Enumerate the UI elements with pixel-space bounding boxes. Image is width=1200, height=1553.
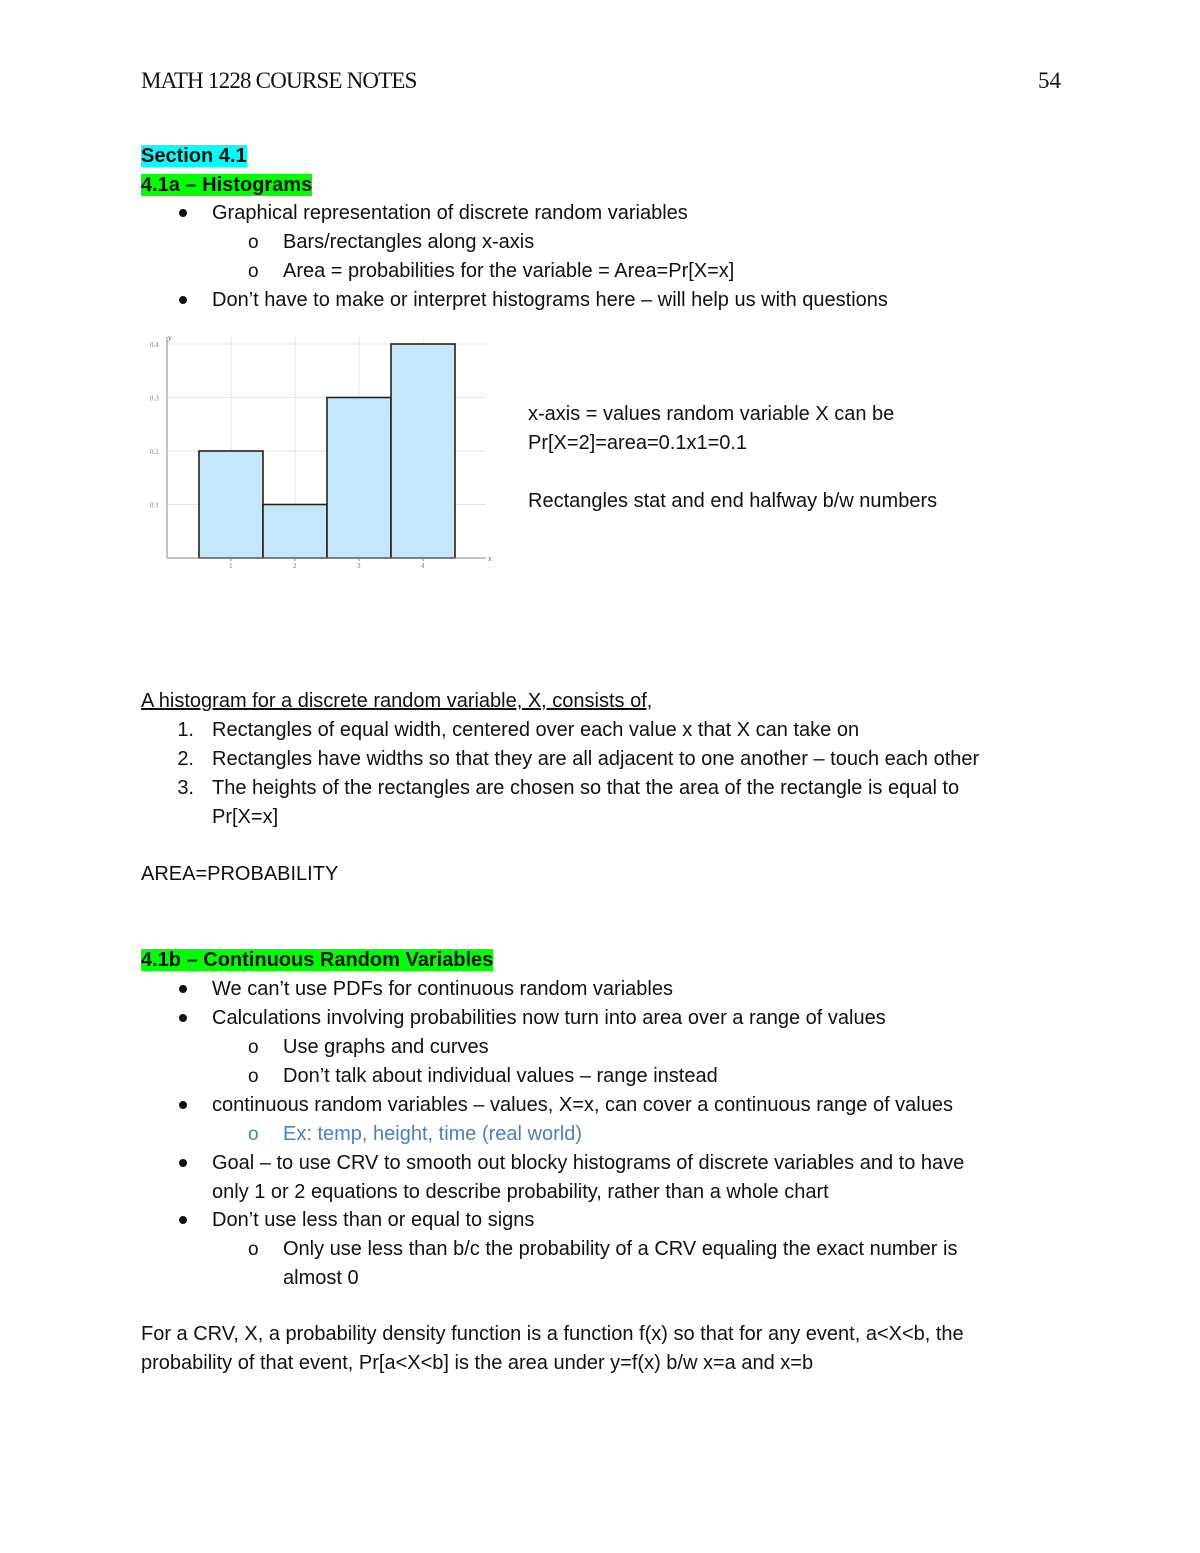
figure-note: Pr[X=2]=area=0.1x1=0.1 xyxy=(528,432,748,454)
list-number: 2. xyxy=(177,748,194,770)
x-tick-label: 3 xyxy=(357,562,361,570)
hollow-bullet-icon: o xyxy=(248,232,259,253)
x-tick-label: 1 xyxy=(229,562,233,570)
list-item-text: Rectangles have widths so that they are all adjacent to one another – touch each other xyxy=(212,748,980,770)
bullet-icon xyxy=(179,985,187,993)
sub-bullet-text: Bars/rectangles along x-axis xyxy=(283,231,535,253)
histogram-chart xyxy=(144,329,510,573)
figure-note: x-axis = values random variable X can be xyxy=(528,403,895,425)
sub-bullet-text-continuation: almost 0 xyxy=(283,1267,359,1289)
sub-bullet-text: Don’t talk about individual values – range instead xyxy=(283,1065,718,1087)
bullet-text: Don’t use less than or equal to signs xyxy=(212,1209,535,1231)
section-heading xyxy=(141,142,247,171)
list-item-text: Rectangles of equal width, centered over each value x that X can take on xyxy=(212,719,860,741)
list-item-continuation: Pr[X=x] xyxy=(212,806,279,828)
x-tick-label: 4 xyxy=(421,562,425,570)
bullet-text: continuous random variables – values, X=x, can cover a continuous range of values xyxy=(212,1094,953,1116)
histogram-bar-4 xyxy=(391,344,455,558)
bullet-icon xyxy=(179,1101,187,1109)
histogram-bar-3 xyxy=(327,398,391,559)
bullet-icon xyxy=(179,1216,187,1224)
hollow-bullet-icon: o xyxy=(248,1037,259,1058)
y-tick-label: 0.4 xyxy=(150,341,159,349)
pdf-definition-line: probability of that event, Pr[a<X<b] is the area under y=f(x) b/w x=a and x=b xyxy=(141,1352,814,1374)
sub-bullet-text: Only use less than b/c the probability of a CRV equaling the exact number is xyxy=(283,1238,958,1260)
bullet-icon xyxy=(179,296,187,304)
histogram-bar-2 xyxy=(263,505,327,559)
list-item-text: The heights of the rectangles are chosen so that the area of the rectangle is equal to xyxy=(212,777,960,799)
hollow-bullet-icon: o xyxy=(248,261,259,282)
example-text: Ex: temp, height, time (real world) xyxy=(283,1123,582,1145)
bullet-icon xyxy=(179,209,187,217)
bullet-icon xyxy=(179,1014,187,1022)
area-probability-note: AREA=PROBABILITY xyxy=(141,863,339,885)
bullet-text: Calculations involving probabilities now turn into area over a range of values xyxy=(212,1007,886,1029)
histogram-bar-1 xyxy=(199,451,263,558)
running-header-title: MATH 1228 COURSE NOTES xyxy=(141,68,417,93)
bullet-text: Graphical representation of discrete random variables xyxy=(212,202,688,224)
hollow-bullet-icon: o xyxy=(248,1066,259,1087)
subsection-heading-4-1b-text: 4.1b – Continuous Random Variables xyxy=(141,949,494,971)
hollow-bullet-icon: o xyxy=(248,1124,259,1145)
pdf-definition-line: For a CRV, X, a probability density function is a function f(x) so that for any event, a<X<b, the xyxy=(141,1323,964,1345)
bullet-text: We can’t use PDFs for continuous random variables xyxy=(212,978,673,1000)
bullet-text: Goal – to use CRV to smooth out blocky histograms of discrete variables and to have xyxy=(212,1152,965,1174)
sub-bullet-text: Use graphs and curves xyxy=(283,1036,489,1058)
subsection-heading-4-1b xyxy=(141,946,493,975)
list-number: 3. xyxy=(177,777,194,799)
x-tick-label: 2 xyxy=(293,562,297,570)
page-number: 54 xyxy=(1038,68,1061,93)
bullet-text: Don’t have to make or interpret histograms here – will help us with questions xyxy=(212,289,888,311)
subsection-heading-4-1a xyxy=(141,171,312,200)
bullet-icon xyxy=(179,1159,187,1167)
definition-intro: A histogram for a discrete random variable, X, consists of, xyxy=(141,690,653,712)
section-heading-text: Section 4.1 xyxy=(141,145,247,167)
y-axis-label: y xyxy=(168,333,172,342)
x-axis-label: x xyxy=(488,554,492,563)
hollow-bullet-icon: o xyxy=(248,1239,259,1260)
y-tick-label: 0.3 xyxy=(150,394,159,403)
list-number: 1. xyxy=(177,719,194,741)
figure-note: Rectangles stat and end halfway b/w numbers xyxy=(528,490,938,512)
sub-bullet-text: Area = probabilities for the variable = Area=Pr[X=x] xyxy=(283,260,735,282)
bullet-text-continuation: only 1 or 2 equations to describe probability, rather than a whole chart xyxy=(212,1181,829,1203)
y-tick-label: 0.1 xyxy=(150,501,159,510)
y-tick-label: 0.2 xyxy=(150,448,159,456)
subsection-heading-4-1a-text: 4.1a – Histograms xyxy=(141,174,313,196)
